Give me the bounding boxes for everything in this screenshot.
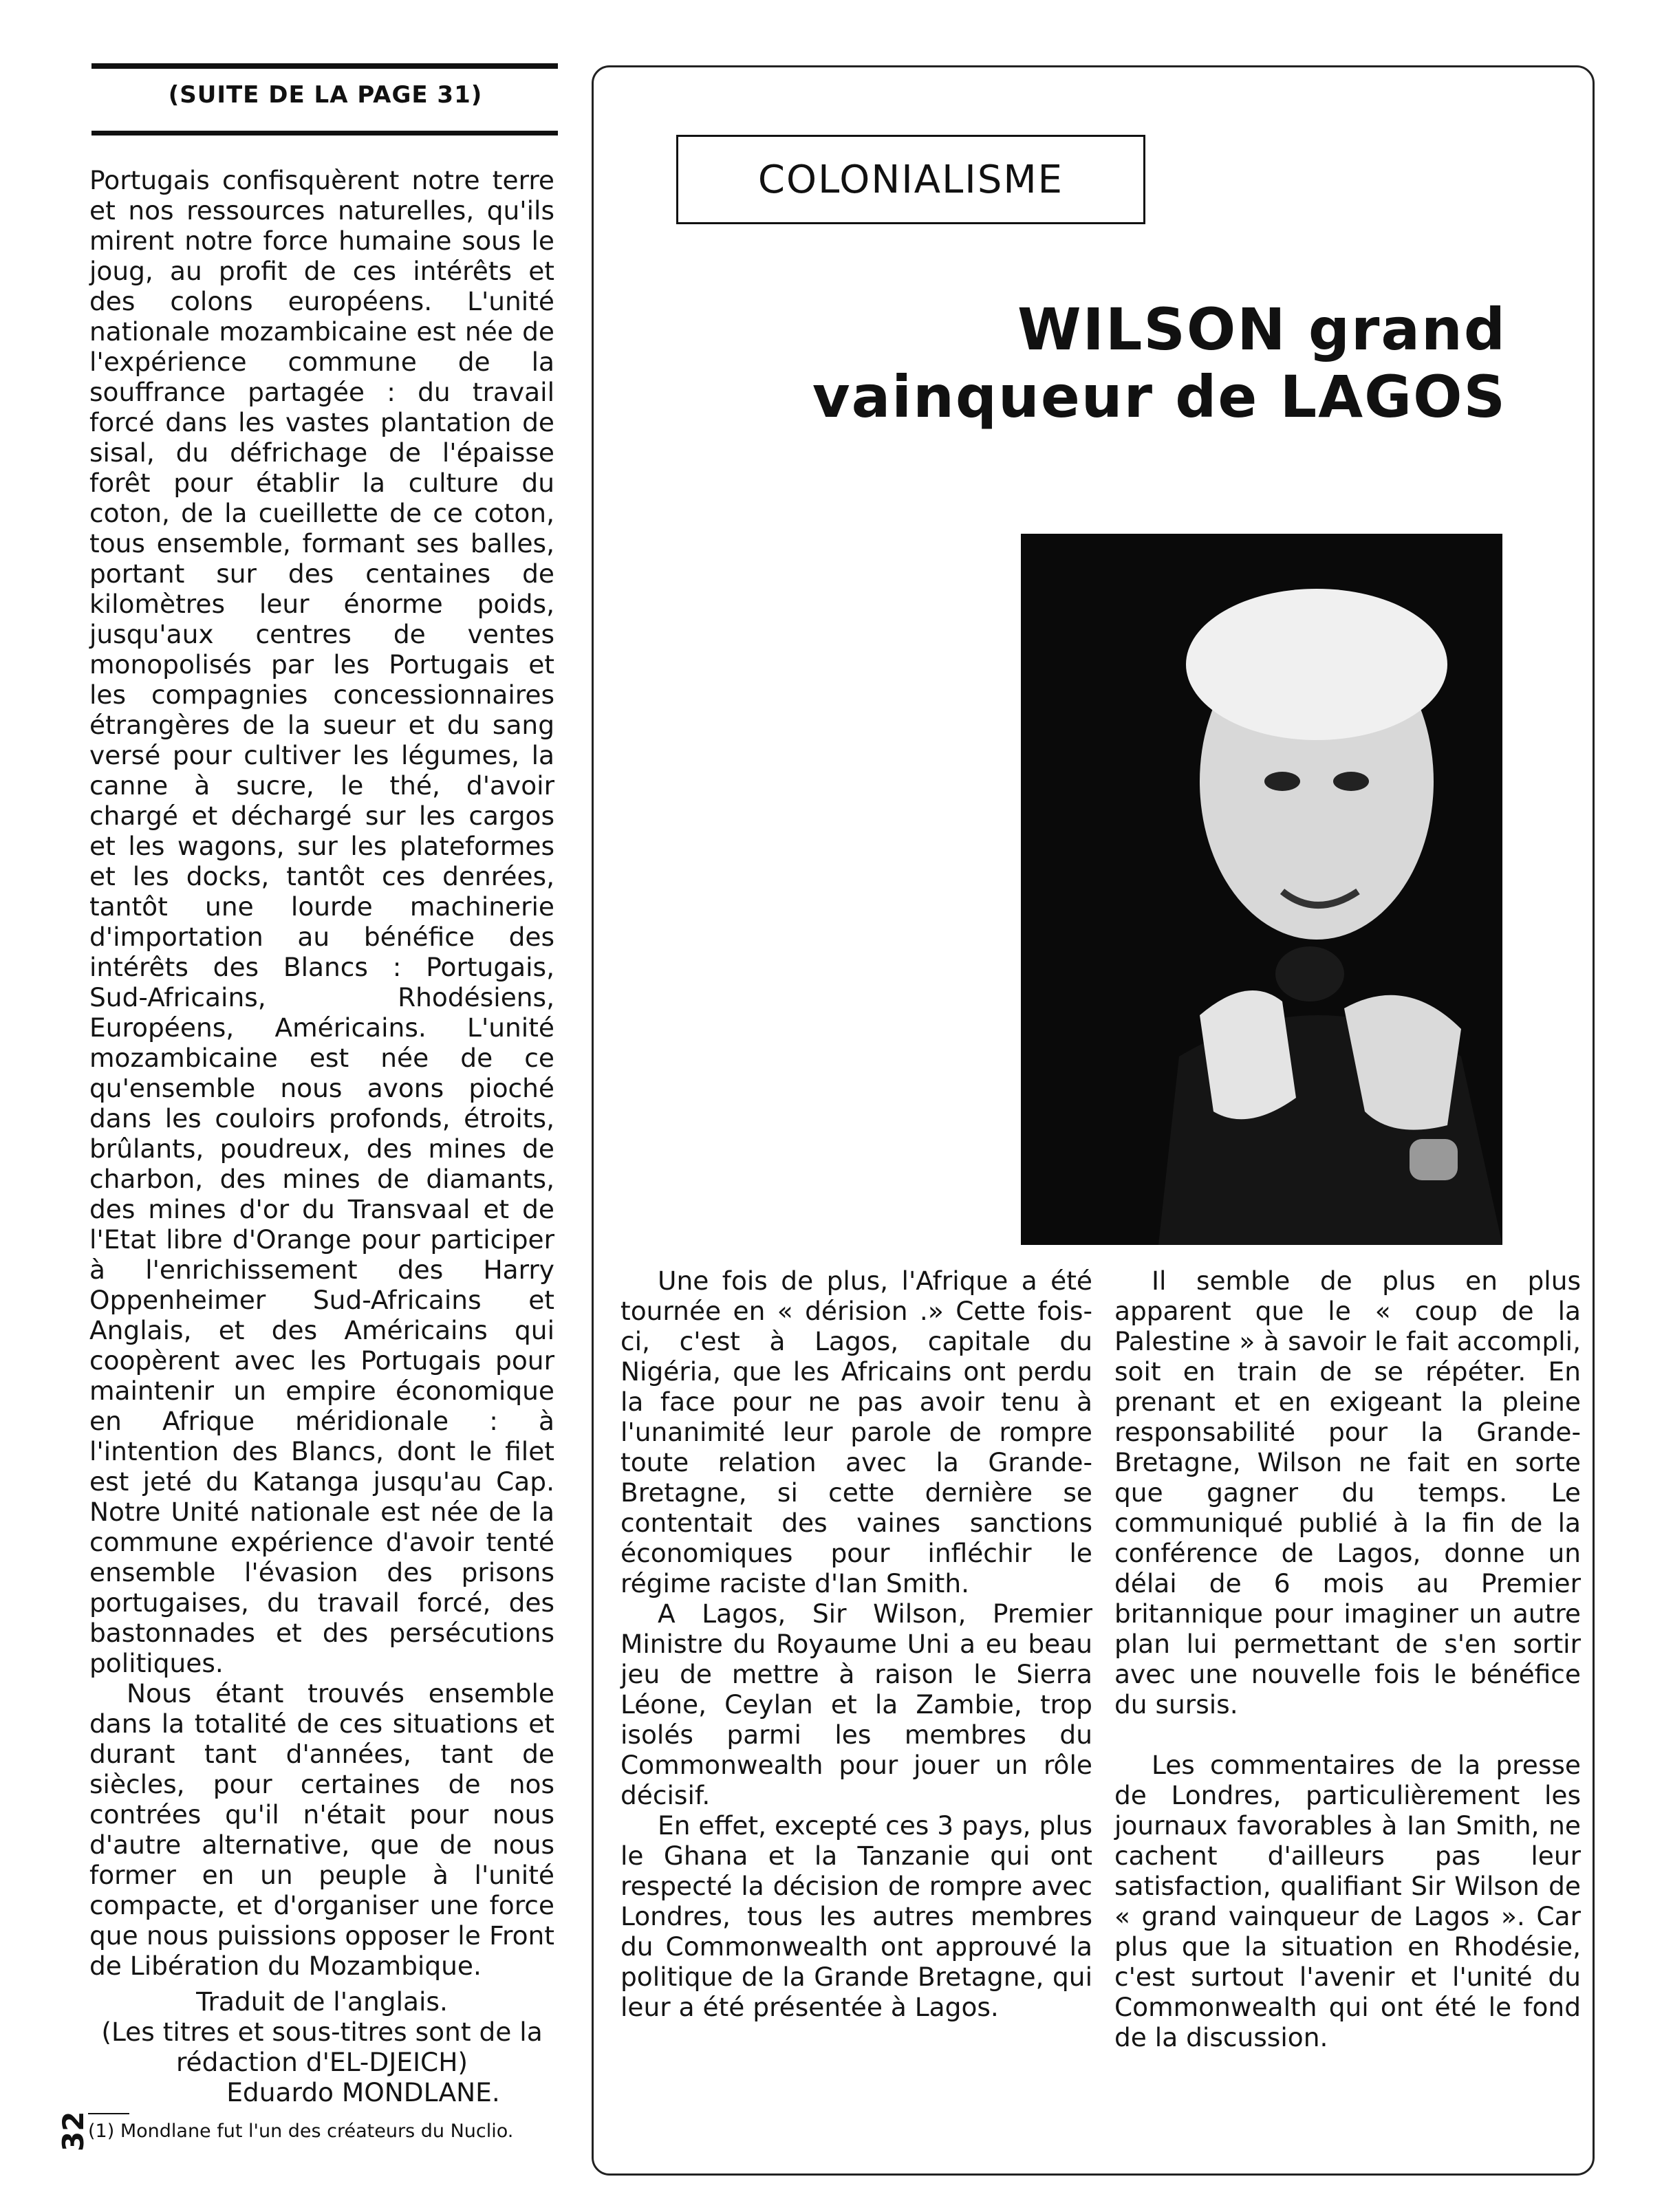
headline-line-2: vainqueur de LAGOS [812, 363, 1507, 431]
editorial-note: (Les titres et sous-titres sont de la rédaction d'EL-DJEICH) [101, 2017, 543, 2077]
left-paragraph-2: Nous étant trouvés ensemble dans la totalité de ces situations et durant tant d'années, tant de siècles, pour certaines de nos contrées qu'il n'était pour nous d'autre alternative, que de nous former en un peuple à l'unité compacte, et d'organiser une force que nous puissions opposer le Front de Libération du Mozambique. [89, 1678, 554, 1981]
translated-note: Traduit de l'anglais. [196, 1986, 448, 2017]
headline [757, 296, 1507, 431]
article-column-2 [1114, 1266, 1581, 2052]
article-paragraph-5: Les commentaires de la presse de Londres, particulièrement les journaux favorables à Ian Smith, ne cachent d'ailleurs pas leur satisfaction, qualifiant Sir Wilson de « grand vainqueur de Lagos ». Car plus que la situation en Rhodésie, c'est surtout l'avenir et l'unité du Commonwealth qui ont été le fond de la discussion. [1114, 1750, 1581, 2052]
portrait-photo [1021, 534, 1502, 1245]
author-signature: Eduardo MONDLANE. [226, 2077, 500, 2107]
top-rule [91, 63, 558, 69]
article-column-1 [620, 1266, 1092, 2022]
page-number: 32 [56, 2111, 90, 2151]
continuation-header: (SUITE DE LA PAGE 31) [168, 81, 483, 109]
article-paragraph-2: A Lagos, Sir Wilson, Premier Ministre du Royaume Uni a eu beau jeu de mettre à raison le Sierra Léone, Ceylan et la Zambie, trop isolés parmi les membres du Commonwealth pour jouer un rôle décisif. [620, 1598, 1092, 1810]
portrait-photo-icon [1021, 534, 1502, 1245]
article-paragraph-1: Une fois de plus, l'Afrique a été tournée en « dérision .» Cette fois-ci, c'est à Lagos, capitale du Nigéria, que les Africains ont perdu la face pour ne pas avoir tenu à l'unanimité leur parole de rompre toute relation avec la Grande-Bretagne, si cette dernière se contentait des vaines sanctions économiques pour infléchir le régime raciste d'Ian Smith. [620, 1266, 1092, 1598]
header-rule [91, 131, 558, 135]
headline-line-1: WILSON grand [1017, 296, 1507, 363]
category-text: COLONIALISME [757, 157, 1064, 202]
category-label [676, 135, 1145, 224]
left-column-text [89, 165, 554, 2107]
article-paragraph-4: Il semble de plus en plus apparent que le « coup de la Palestine » à savoir le fait accompli, soit en train de se répéter. En prenant et en exigeant la pleine responsabilité pour la Grande-Bretagne, Wilson ne fait en sorte que gagner du temps. Le communiqué publié à la fin de la conférence de Lagos, donne un délai de 6 mois au Premier britannique pour imaginer un autre plan lui permettant de s'en sortir avec une nouvelle fois le bénéfice du sursis. [1114, 1266, 1581, 1720]
footnote-rule [88, 2113, 129, 2114]
left-paragraph-1: Portugais confisquèrent notre terre et nos ressources naturelles, qu'ils mirent notre force humaine sous le joug, au profit de ces intérêts et des colons européens. L'unité nationale mozambicaine est née de l'expérience commune de la souffrance partagée : du travail forcé dans les vastes plantation de sisal, du défrichage de l'épaisse forêt pour établir la culture du coton, de la cueillette de ce coton, tous ensemble, formant ses balles, portant sur des centaines de kilomètres leur énorme poids, jusqu'aux centres de ventes monopolisés par les Portugais et les compagnies concessionnaires étrangères de la sueur et du sang versé pour cultiver les légumes, la canne à sucre, le thé, d'avoir chargé et déchargé sur les cargos et les wagons, sur les plateformes et les docks, tantôt ces denrées, tantôt une lourde machinerie d'importation au bénéfice des intérêts des Blancs : Portugais, Sud-Africains, Rhodésiens, Européens, Américains. L'unité mozambicaine est née de ce qu'ensemble nous avons pioché dans les couloirs profonds, étroits, brûlants, poudreux, des mines de charbon, des mines de diamants, des mines d'or du Transvaal et de l'Etat libre d'Orange pour participer à l'enrichissement des Harry Oppenheimer Sud-Africains et Anglais, et des Américains qui coopèrent avec les Portugais pour maintenir un empire économique en Afrique méridionale : à l'intention des Blancs, dont le filet est jeté du Katanga jusqu'au Cap. Notre Unité nationale est née de la commune expérience d'avoir tenté ensemble l'évasion des prisons portugaises, du travail forcé, des bastonnades et des persécutions politiques. [89, 165, 554, 1678]
footnote: (1) Mondlane fut l'un des créateurs du Nuclio. [88, 2121, 514, 2142]
article-paragraph-3: En effet, excepté ces 3 pays, plus le Ghana et la Tanzanie qui ont respecté la décision de rompre avec Londres, tous les autres membres du Commonwealth ont approuvé la politique de la Grande Bretagne, qui leur a été présentée à Lagos. [620, 1810, 1092, 2022]
